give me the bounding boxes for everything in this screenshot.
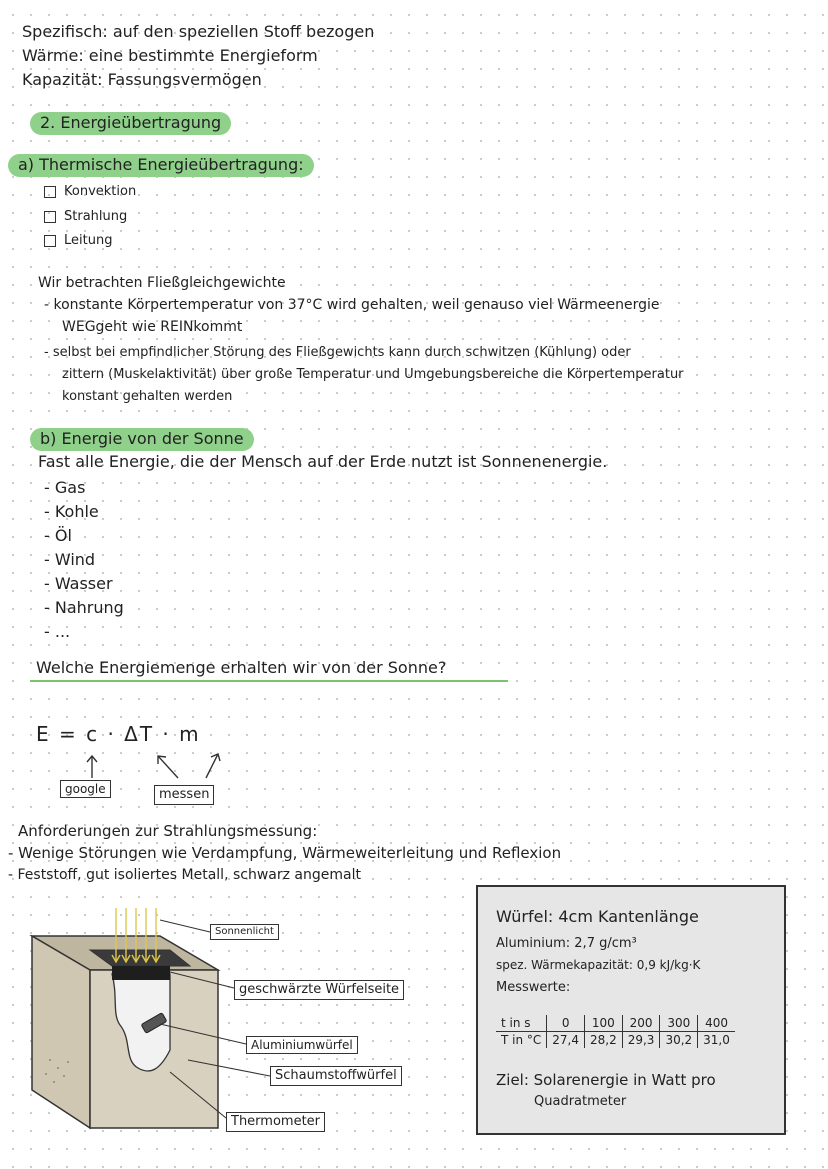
table-cell: 0 <box>547 1015 585 1032</box>
equilibrium-point1-line1: - konstante Körpertemperatur von 37°C wird gehalten, weil genauso viel Wärmeenergie <box>44 297 660 313</box>
label-aluminiumwuerfel: Aluminiumwürfel <box>246 1036 358 1054</box>
info-aluminium-density: Aluminium: 2,7 g/cm³ <box>496 936 637 951</box>
requirements-heading: Anforderungen zur Strahlungsmessung: <box>18 822 318 840</box>
table-row <box>496 1015 735 1032</box>
list-item: - Wind <box>44 550 96 569</box>
equilibrium-point2-line3: konstant gehalten werden <box>62 389 233 404</box>
info-goal-line1: Ziel: Solarenergie in Watt pro <box>496 1071 716 1089</box>
table-cell: 300 <box>660 1015 698 1032</box>
checkbox-leitung[interactable] <box>44 233 112 248</box>
table-cell: 28,2 <box>585 1032 623 1049</box>
checkbox-label: Leitung <box>64 233 113 248</box>
list-item: - Gas <box>44 478 86 497</box>
table-cell: 31,0 <box>698 1032 735 1049</box>
table-cell: t in s <box>496 1015 547 1032</box>
definition-waerme: Wärme: eine bestimmte Energieform <box>22 46 318 65</box>
section-b-heading: b) Energie von der Sonne <box>30 428 254 451</box>
table-cell: 30,2 <box>660 1032 698 1049</box>
checkbox-strahlung[interactable] <box>44 209 127 224</box>
equilibrium-point1-line2: WEGgeht wie REINkommt <box>62 319 243 335</box>
label-geschwaerzte-wuerfelseite: geschwärzte Würfelseite <box>234 980 404 1000</box>
label-sonnenlicht: Sonnenlicht <box>210 924 279 940</box>
foam-left-face <box>32 936 90 1128</box>
section-a-heading: a) Thermische Energieübertragung: <box>8 154 314 177</box>
list-item: - ... <box>44 622 71 641</box>
info-heat-capacity: spez. Wärmekapazität: 0,9 kJ/kg·K <box>496 958 701 972</box>
list-item: - Wasser <box>44 574 113 593</box>
info-box <box>476 885 786 1135</box>
checkbox-square-icon <box>44 186 56 198</box>
label-google: google <box>60 780 111 798</box>
section-2-heading: 2. Energieübertragung <box>30 112 231 135</box>
table-cell: 200 <box>622 1015 660 1032</box>
table-cell: 29,3 <box>622 1032 660 1049</box>
equilibrium-point2-line1: - selbst bei empfindlicher Störung des Fließgewichts kann durch schwitzen (Kühlung) oder <box>44 345 631 360</box>
blackened-side <box>112 966 170 980</box>
measurement-table <box>496 1015 735 1048</box>
checkbox-square-icon <box>44 235 56 247</box>
definition-spezifisch: Spezifisch: auf den speziellen Stoff bezogen <box>22 22 375 41</box>
checkbox-square-icon <box>44 211 56 223</box>
checkbox-label: Strahlung <box>64 209 128 224</box>
section-b-intro: Fast alle Energie, die der Mensch auf der Erde nutzt ist Sonnenenergie. <box>38 452 608 471</box>
table-row <box>496 1032 735 1049</box>
list-item: - Nahrung <box>44 598 124 617</box>
info-goal-line2: Quadratmeter <box>534 1094 627 1109</box>
energy-question: Welche Energiemenge erhalten wir von der Sonne? <box>36 658 447 677</box>
info-cube-size: Würfel: 4cm Kantenlänge <box>496 907 699 926</box>
info-measurements-label: Messwerte: <box>496 980 571 995</box>
definition-kapazitaet: Kapazität: Fassungsvermögen <box>22 70 262 89</box>
energy-source-list <box>44 476 124 644</box>
list-item: - Öl <box>44 526 72 545</box>
checkbox-label: Konvektion <box>64 184 137 199</box>
table-cell: 400 <box>698 1015 735 1032</box>
label-messen: messen <box>154 785 214 805</box>
equilibrium-point2-line2: zittern (Muskelaktivität) über große Temperatur und Umgebungsbereiche die Körpertemperatur <box>62 367 684 382</box>
requirements-line1: - Wenige Störungen wie Verdampfung, Wärmeweiterleitung und Reflexion <box>8 844 562 862</box>
table-cell: 100 <box>585 1015 623 1032</box>
label-schaumstoffwuerfel: Schaumstoffwürfel <box>270 1066 402 1086</box>
table-cell: 27,4 <box>547 1032 585 1049</box>
label-thermometer: Thermometer <box>226 1112 325 1132</box>
formula: E = c · ΔT · m <box>36 722 201 746</box>
requirements-line2: - Feststoff, gut isoliertes Metall, schwarz angemalt <box>8 867 361 883</box>
list-item: - Kohle <box>44 502 99 521</box>
table-cell: T in °C <box>501 1033 542 1047</box>
question-underline <box>30 680 508 682</box>
checkbox-konvektion[interactable] <box>44 184 136 199</box>
equilibrium-intro: Wir betrachten Fließgleichgewichte <box>38 275 286 291</box>
